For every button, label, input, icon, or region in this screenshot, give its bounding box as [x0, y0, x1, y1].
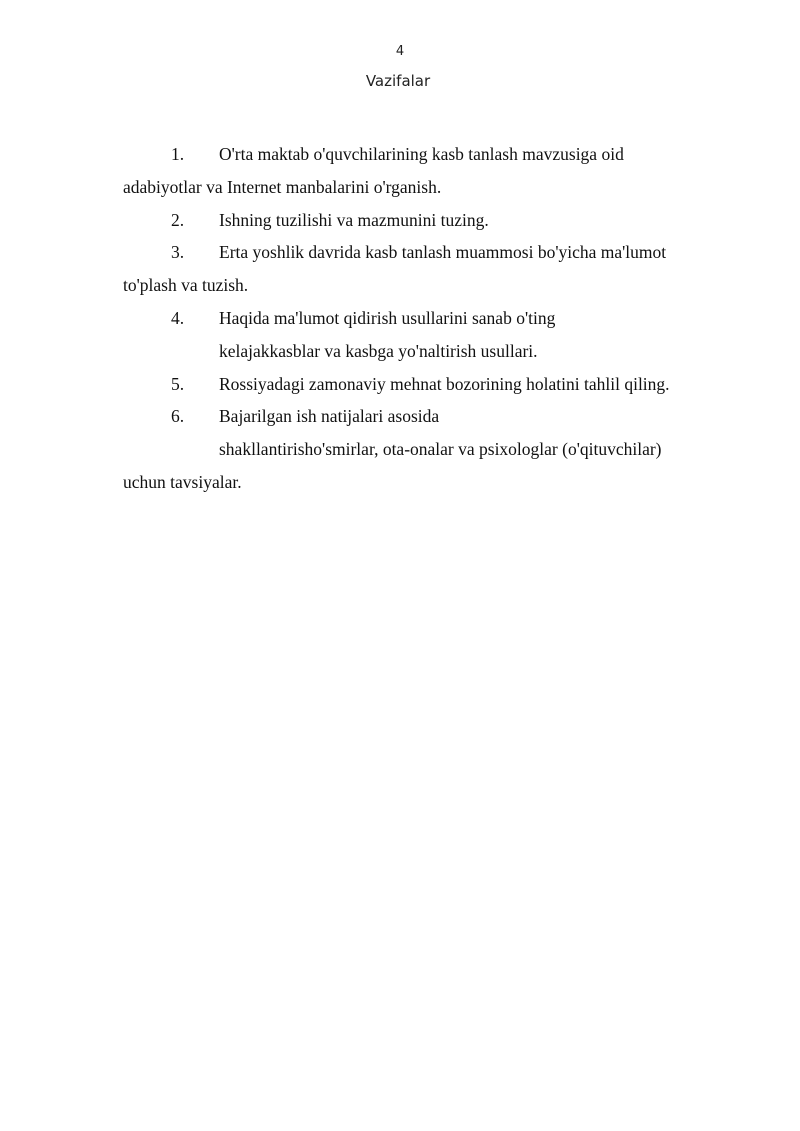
list-item — [0, 204, 800, 237]
list-item-continuation — [0, 433, 800, 466]
list-item — [0, 302, 800, 335]
item-number: 4. — [171, 307, 185, 328]
item-number: 5. — [171, 373, 185, 394]
item-text: Erta yoshlik davrida kasb tanlash muammosi bo'yicha ma'lumot — [219, 242, 667, 263]
item-text: Rossiyadagi zamonaviy mehnat bozorining holatini tahlil qiling. — [219, 373, 670, 394]
item-text: Ishning tuzilishi va mazmunini tuzing. — [219, 209, 489, 230]
item-text: shakllantirisho'smirlar, ota-onalar va psixologlar (o'qituvchilar) — [219, 439, 662, 460]
item-number: 6. — [171, 406, 185, 427]
item-text: kelajakkasblar va kasbga yo'naltirish usullari. — [219, 340, 538, 361]
item-text: to'plash va tuzish. — [123, 275, 249, 296]
task-list — [0, 138, 800, 499]
list-item-continuation — [0, 466, 800, 499]
item-text: Haqida ma'lumot qidirish usullarini sanab o'ting — [219, 307, 556, 328]
page-title: Vazifalar — [365, 72, 431, 90]
list-item — [0, 236, 800, 269]
item-text: uchun tavsiyalar. — [123, 471, 242, 492]
item-text: O'rta maktab o'quvchilarining kasb tanlash mavzusiga oid — [219, 144, 624, 164]
list-item — [0, 138, 800, 171]
list-item-continuation — [0, 269, 800, 302]
item-number: 1. — [171, 144, 185, 164]
list-item — [0, 368, 800, 401]
item-text: Bajarilgan ish natijalari asosida — [219, 406, 440, 427]
item-text: adabiyotlar va Internet manbalarini o'rganish. — [123, 176, 442, 197]
item-number: 2. — [171, 209, 185, 230]
page-number: 4 — [395, 44, 405, 59]
item-number: 3. — [171, 242, 185, 263]
list-item-continuation — [0, 335, 800, 368]
list-item-continuation — [0, 171, 800, 204]
list-item — [0, 400, 800, 433]
